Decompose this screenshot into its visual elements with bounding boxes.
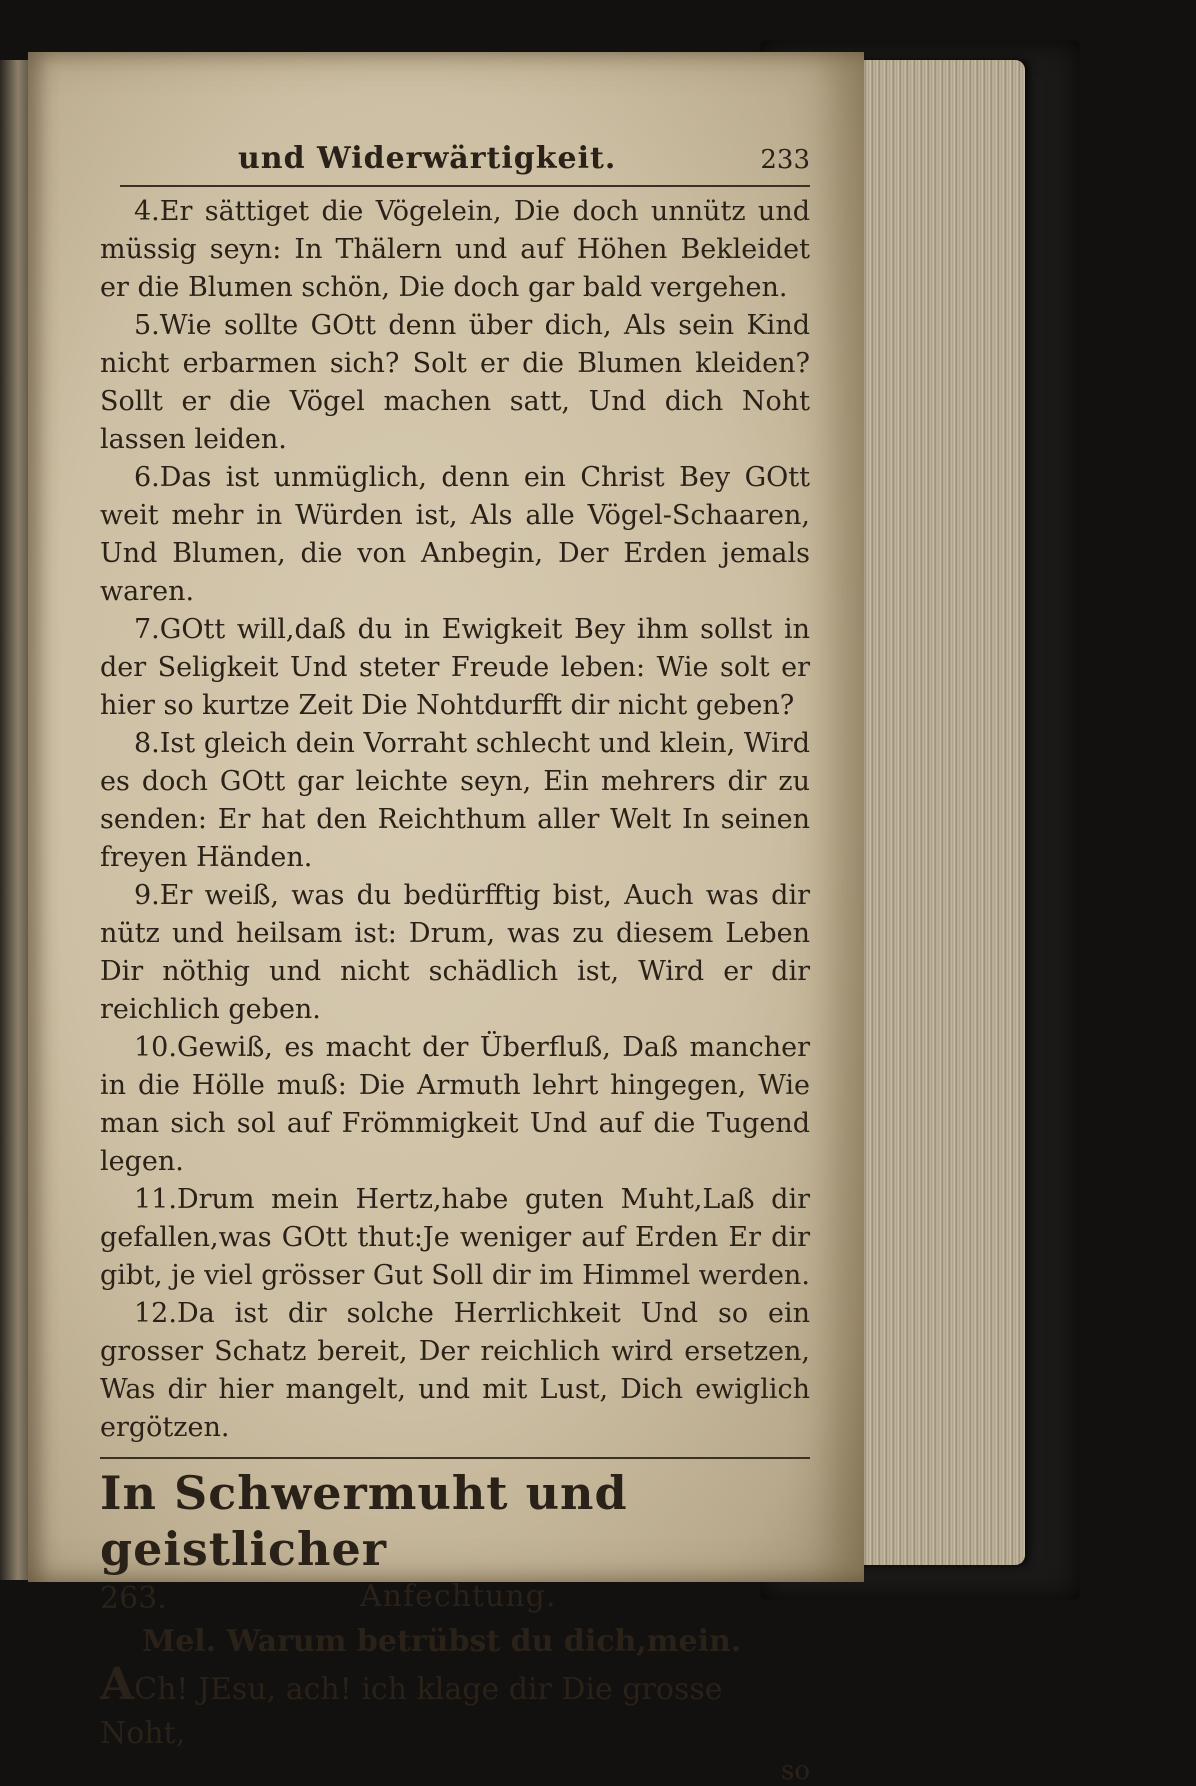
- verse-text: Das ist unmüglich, denn ein Christ Bey GOtt weit mehr in Würden ist, Als alle Vögel-Schaaren, Und Blumen, die von Anbegin, Der Erden jemals waren.: [100, 462, 810, 607]
- song-subtitle-line: [100, 1577, 810, 1621]
- verse-text: GOtt will,daß du in Ewigkeit Bey ihm sollst in der Seligkeit Und steter Freude leben: Wie solt er hier so kurtze Zeit Die Nohtdurfft dir nicht geben?: [100, 614, 810, 721]
- verse: [100, 1295, 810, 1447]
- first-verse-text: Ch! JEsu, ach! ich klage dir Die grosse Noht,: [100, 1672, 723, 1751]
- section-rule: [100, 1457, 810, 1459]
- verse-text: Da ist dir solche Herrlichkeit Und so ein grosser Schatz bereit, Der reichlich wird ersetzen, Was dir hier mangelt, und mit Lust, Dich ewiglich ergötzen.: [100, 1298, 810, 1443]
- verse: [100, 1181, 810, 1295]
- initial-letter: A: [100, 1659, 135, 1710]
- book-page: [28, 52, 864, 1786]
- verse-number: 11.: [134, 1184, 177, 1215]
- page-text: [100, 137, 810, 1786]
- melody-line: Mel. Warum betrübst du dich,mein.: [142, 1624, 742, 1659]
- previous-page-edge: [0, 60, 30, 1580]
- verse: [100, 1029, 810, 1181]
- song-number: 263.: [100, 1581, 167, 1616]
- verse-text: Drum mein Hertz,habe guten Muht,Laß dir gefallen,was GOtt thut:Je weniger auf Erden Er dir gibt, je viel grösser Gut Soll dir im Himmel werden.: [100, 1184, 810, 1291]
- verse-number: 8.: [134, 728, 160, 759]
- verse-number: 6.: [134, 462, 160, 493]
- verse: [100, 611, 810, 725]
- verse-text: Er sättiget die Vögelein, Die doch unnütz und müssig seyn: In Thälern und auf Höhen Bekleidet er die Blumen schön, Die doch gar bald vergehen.: [100, 196, 810, 303]
- verse-number: 10.: [134, 1032, 177, 1063]
- verse-number: 12.: [134, 1298, 177, 1329]
- running-title: und Widerwärtigkeit.: [238, 141, 617, 176]
- verse: [100, 877, 810, 1029]
- page-number: 233: [760, 145, 810, 175]
- verse-number: 7.: [134, 614, 160, 645]
- song-subtitle: Anfechtung.: [360, 1579, 557, 1614]
- verse-text: Gewiß, es macht der Überfluß, Daß mancher in die Hölle muß: Die Armuth lehrt hingegen, Wie man sich sol auf Frömmigkeit Und auf die Tugend legen.: [100, 1032, 810, 1177]
- verse: [100, 307, 810, 459]
- verse: [100, 193, 810, 307]
- verse: [100, 459, 810, 611]
- verse-number: 4.: [134, 196, 160, 227]
- page-header: [100, 137, 810, 185]
- verse-number: 9.: [134, 880, 160, 911]
- verse-text: Wie sollte GOtt denn über dich, Als sein Kind nicht erbarmen sich? Solt er die Blumen kleiden?Sollt er die Vögel machen satt, Und dich Noht lassen leiden.: [100, 310, 810, 455]
- verse-text: Ist gleich dein Vorraht schlecht und klein, Wird es doch GOtt gar leichte seyn, Ein mehrers dir zu senden: Er hat den Reichthum aller Welt In seinen freyen Händen.: [100, 728, 810, 873]
- verse-text: Er weiß, was du bedürfftig bist, Auch was dir nütz und heilsam ist: Drum, was zu diesem Leben Dir nöthig und nicht schädlich ist, Wird er dir reichlich geben.: [100, 880, 810, 1025]
- catchword: so: [781, 1756, 810, 1786]
- song-title: In Schwermuht und geistlicher: [100, 1466, 628, 1576]
- header-rule: [120, 185, 810, 187]
- verse-number: 5.: [134, 310, 160, 341]
- verse: [100, 725, 810, 877]
- first-verse-line: [100, 1659, 810, 1756]
